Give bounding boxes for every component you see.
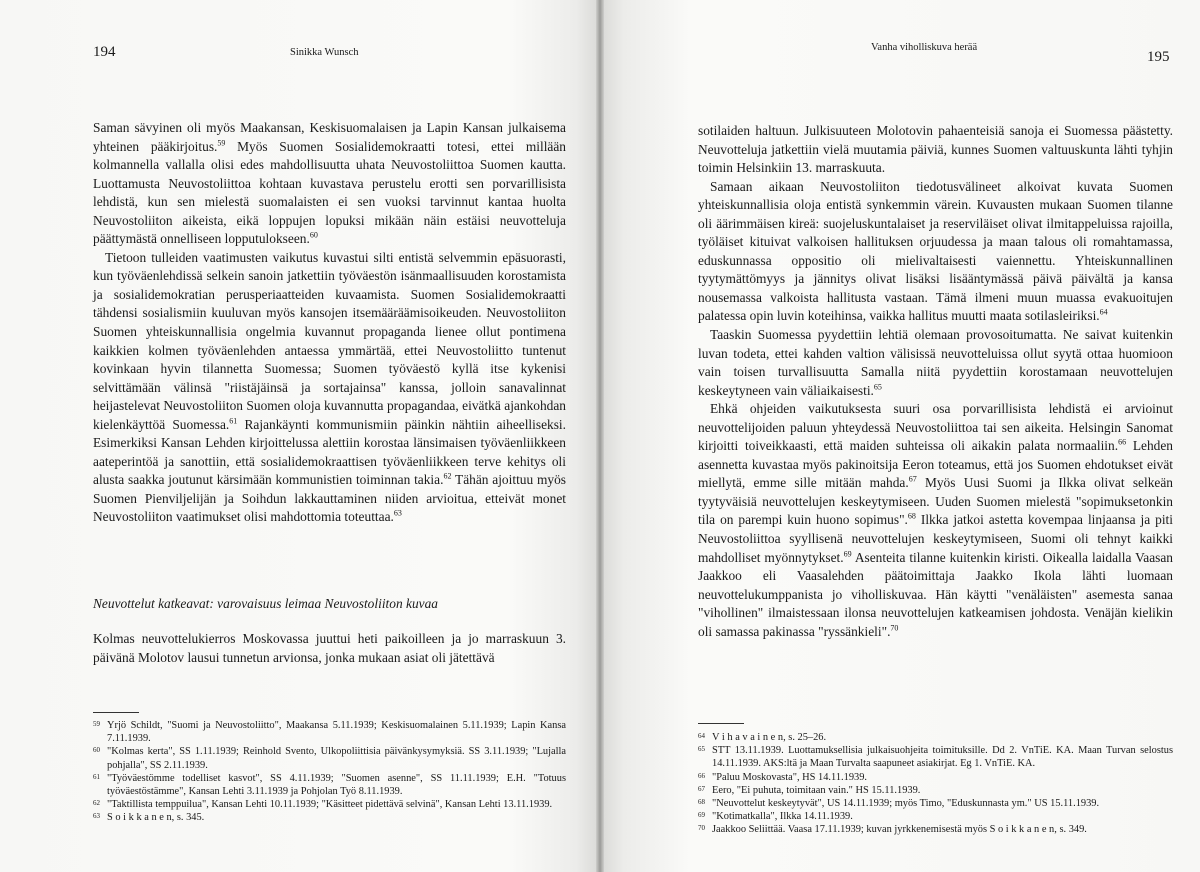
footnote-ref: 62 [443, 471, 452, 481]
section-heading: Neuvottelut katkeavat: varovaisuus leimaa Neuvostoliiton kuvaa [93, 596, 438, 611]
footnote: 70 Jaakkoo Seliittää. Vaasa 17.11.1939; kuvan jyrkkenemisestä myös S o i k k a n e n, s. 349. [698, 824, 1087, 836]
footnote-rule [698, 723, 744, 724]
paragraph: Ehkä ohjeiden vaikutuksesta suuri osa porvarillisista lehdistä ei arvioinut neuvottelijoiden paluun yhteydessä Neuvostoliittoa tai sen aikeita. Helsingin Sanomat kirjoitti toiveikkaasti, että maiden suhteissa oli aikakin palata normaaliin.$^{66}$ Lehden asennetta kuvastaa myös pakinoitsija Eeron toteamus, että jos Suomen ehdotukset eivät miellytä, emme sille mitään mahda.$^{67}$ Myös Uusi Suomi ja Ilkka olivat selkeän tyytyväisiä neuvottelujen keskeytymiseen. Uuden Suomen mielestä "sopimuksetonkin tila on parempi kuin huono sopimus".$^{68}$ Ilkka jatkoi astetta kovempaa linjaansa ja piti Neuvostoliittoa syyllisenä neuvottelujen keskeytymiseen, Suomi oli tehnyt kaikki mahdolliset myönnytykset.$^{69}$ Asenteita tilanne kuitenkin kiristi. Oikealla laidalla Vaasan Jaakkoo eli Vaasalehden päätoimittaja Jaakko Ikola lähti luomaan neuvottelukumppanista jo viholliskuvaa. Hän käytti "venäläisten" asemesta sanaa "vihollinen" ilmaistessaan ilonsa neuvottelujen katkeamisen johdosta. Venäjän kielikin oli samassa pakinassa "ryssänkieli".$^{70}$ [698, 401, 1173, 639]
footnote-ref: 67 [908, 474, 917, 484]
footnote: 62 "Taktillista temppuilua", Kansan Lehti 10.11.1939; "Käsitteet pidettävä selvinä", Kansan Lehti 13.11.1939. [93, 799, 553, 811]
footnotes-left [93, 719, 566, 825]
page-number-left: 194 [93, 44, 116, 60]
footnote: 63 S o i k k a n e n, s. 345. [93, 812, 205, 824]
paragraph: Taaskin Suomessa pyydettiin lehtiä olemaan provosoitumatta. Ne saivat kuitenkin luvan todeta, ettei kahden valtion välisissä neuvotteluissa ollut syytä ottaa huomioon vain toisen turvallisuutta Samalla niitä pyydettiin korostamaan neuvottelujen keskeytyneen vain väliaikaisesti.$^{65}$ [698, 327, 1173, 398]
paragraph: Samaan aikaan Neuvostoliiton tiedotusvälineet alkoivat kuvata Suomen yhteiskunnallisia oloja entistä synkemmin värein. Kuvausten mukaan Suomen tilanne oli äärimmäisen kireä: suojeluskuntalaiset ja reserviläiset olivat ilmitappeluissa rajoilla, työläiset kituivat valkoisen hallituksen orjuudessa ja maan talous oli romahtamassa, eduskunnassa oppositio oli mielivaltaisesti vaiennettu. Yhteiskunnallinen tyytymättömyys ja jännitys olivat lisäksi lisääntymässä päivä päivältä ja kansa nousemassa valkoista hallitusta vastaan. Tämä ilmeni muun muassa evakuoitujen palatessa opin luvin koteihinsa, vaikka hallitus muutti maata sotilasleiriksi.$^{64}$ [698, 178, 1173, 324]
paragraph: Kolmas neuvottelukierros Moskovassa juuttui heti paikoilleen ja jo marraskuun 3. päivänä Molotov lausui tunnetun arvionsa, jonka mukaan asiat oli jätettävä [93, 631, 566, 665]
footnote: 64 V i h a v a i n e n, s. 25–26. [698, 732, 827, 743]
left-body-text [93, 119, 566, 527]
section-body [93, 630, 566, 667]
footnote: 59 Yrjö Schildt, "Suomi ja Neuvostoliitto", Maakansa 5.11.1939; Keskisuomalainen 5.11.1939; Lapin Kansa 7.11.1939. [93, 720, 566, 745]
footnote-ref: 60 [309, 230, 318, 240]
footnote-ref: 65 [873, 382, 882, 392]
running-head-right: Vanha viholliskuva herää [871, 42, 978, 53]
footnote-ref: 61 [229, 416, 238, 426]
footnote-ref: 59 [217, 138, 226, 148]
footnote: 66 "Paluu Moskovasta", HS 14.11.1939. [698, 771, 868, 783]
footnote: 60 "Kolmas kerta", SS 1.11.1939; Reinhold Svento, Ulkopoliittisia päivänkysymyksiä. SS 3.11.1939; "Lujalla pohjalla", SS 2.11.1939. [93, 746, 566, 771]
footnote-ref: 68 [907, 512, 916, 522]
paragraph: Saman sävyinen oli myös Maakansan, Keskisuomalaisen ja Lapin Kansan julkaisema yhteinen pääkirjoitus.$^{59}$ Myös Suomen Sosialidemokraatti totesi, ettei millään kolmannella vallalla olisi edes mahdollisuutta uhata Neuvostoliittoa Suomen kautta. Luottamusta Neuvostoliittoa kohtaan kuvastava perustelu erotti sen porvarillisista lehdistä, kun sen mielestä suomalaisten ei sen vuoksi tarvinnut kantaa huolta Neuvostoliiton aikeista, eikä loppujen lopuksi mikään näin estäisi neuvotteluja päättymästä onnelliseen lopputulokseen.$^{60}$ [93, 120, 566, 247]
page-number-right: 195 [1147, 49, 1170, 65]
footnote-ref: 63 [393, 509, 402, 519]
footnote: 68 "Neuvottelut keskeytyvät", US 14.11.1939; myös Timo, "Eduskunnasta ym." US 15.11.1939. [698, 798, 1100, 810]
running-head-left: Sinikka Wunsch [290, 47, 359, 58]
footnote-ref: 70 [890, 623, 899, 633]
footnote: 65 STT 13.11.1939. Luottamuksellisia julkaisuohjeita toimituksille. Dd 2. VnTiE. KA. Maan Turvan selostus 14.11.1939. AKS:ltä ja Maan Turvalta saapuneet asiakirjat. Eg 1. VnTiE. KA. [698, 745, 1173, 770]
footnote-rule [93, 712, 139, 713]
footnotes-right [698, 731, 1173, 837]
right-body-text [698, 122, 1173, 641]
footnote: 69 "Kotimatkalla", Ilkka 14.11.1939. [698, 811, 853, 823]
footnote: 61 "Työväestömme todelliset kasvot", SS 4.11.1939; "Suomen asenne", SS 11.11.1939; E.H. "Totuus työväestöstämme", Kansan Lehti 3.11.1939 ja Pohjolan Työ 8.11.1939. [93, 772, 566, 798]
footnote: 67 Eero, "Ei puhuta, toimitaan vain." HS 15.11.1939. [698, 784, 921, 796]
paragraph: sotilaiden haltuun. Julkisuuteen Molotovin pahaenteisiä sanoja ei Suomessa päästetty. Neuvotteluja jatkettiin vielä muutamia päiviä, kunnes Suomen valtuuskunta lähti tyhjin toimin Helsinkiin 13. marraskuuta. [698, 123, 1173, 176]
book-gutter [596, 0, 604, 872]
footnote-ref: 69 [843, 549, 852, 559]
paragraph: Tietoon tulleiden vaatimusten vaikutus kuvastui silti entistä selvemmin epäsuorasti, kun työväenlehdissä selkein sanoin jatkettiin työväestön isänmaallisuuden korostamista ja sosialidemokratian perusperiaatteiden kuvaamista. Suomen Sosialidemokraatti tähdensi sosialismiin kuuluvan myös kansojen itsemääräämisoikeuden. Neuvostoliiton Suomen yhteiskunnallisia ongelmia kuvannut propaganda lienee ollut pontimena kaikkien kolmen työväenlehden antaessa ymmärtää, ettei Neuvostoliitto tuntenut kovinkaan hyvin tilannetta Suomessa; Suomen työväestö kyllä itse kykenisi selvittämään välinsä "riistäjäinsä ja sortajainsa" kanssa, jolloin sanavalinnat heijastelevat Neuvostoliiton Suomen oloja kuvannutta propagandaa, eivätkä ajankohdan kielenkäyttöä Suomessa.$^{61}$ Rajankäynti kommunismiin päinkin nähtiin aiheelliseksi. Esimerkiksi Kansan Lehden kirjoittelussa alettiin korostaa länsimaisen työväenliikkeen aateperintöä ja sanottiin, että sosialidemokraattisen työväenliikkeen terve kehitys oli alusta saakka joutunut kärsimään kommunistien toiminnan takia.$^{62}$ Tähän ajoittuu myös Suomen Pienviljelijän ja Soihdun lakkauttaminen niiden arvioitua, etteivät monet Neuvostoliiton vaatimukset olisi mahdottomia toteuttaa.$^{63}$ [93, 249, 567, 525]
footnote-ref: 66 [1118, 437, 1127, 447]
footnote-ref: 64 [1099, 308, 1108, 317]
